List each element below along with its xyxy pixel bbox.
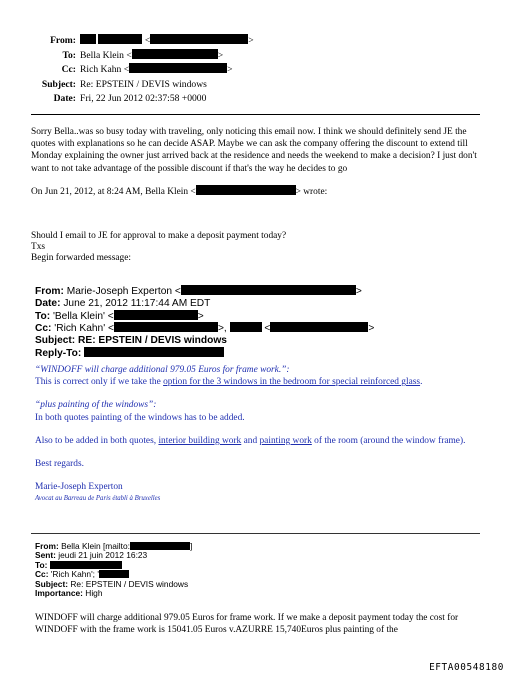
fwd1-date-label: Date: xyxy=(35,297,61,309)
fwd2-cc-value: 'Rich Kahn'; ' xyxy=(50,569,99,580)
forward-divider xyxy=(31,533,480,534)
experton-a1-post: . xyxy=(420,377,423,388)
fwd2-from-value: Bella Klein [mailto: xyxy=(61,541,130,551)
forward-header-1 xyxy=(35,285,374,360)
redaction-block xyxy=(98,34,142,44)
quote-intro-start: On Jun 21, 2012, at 8:24 AM, Bella Klein < xyxy=(31,187,196,197)
fwd1-subject-label: Subject: xyxy=(35,335,76,347)
experton-a3 xyxy=(35,435,475,447)
experton-q1-text: “WINDOFF will charge additional 979.05 Euros for frame work.”: xyxy=(35,365,290,375)
experton-q1 xyxy=(35,364,475,376)
redaction-block xyxy=(181,285,356,295)
fwd1-from-row: From: Marie-Joseph Experton < > xyxy=(35,286,362,297)
experton-a1 xyxy=(35,376,475,388)
fwd2-sent-label: Sent: xyxy=(35,550,56,561)
fwd1-replyto-label: Reply-To: xyxy=(35,347,82,359)
experton-message xyxy=(35,364,475,506)
fwd1-from-label: From: xyxy=(35,286,64,297)
forward-header-2 xyxy=(35,542,192,598)
fwd2-importance-label: Importance: xyxy=(35,588,83,599)
fwd1-subject-value: RE: EPSTEIN / DEVIS windows xyxy=(78,335,227,347)
date-value: Fri, 22 Jun 2012 02:37:58 +0000 xyxy=(80,93,207,105)
fwd1-to-value: 'Bella Klein' < xyxy=(52,310,114,322)
fwd1-to-row: To: 'Bella Klein' < > xyxy=(35,310,204,322)
experton-a3-link1: interior building work xyxy=(158,435,242,446)
redaction-block xyxy=(80,34,96,44)
fwd1-subject-row xyxy=(35,335,374,347)
fwd1-date-value: June 21, 2012 11:17:44 AM EDT xyxy=(63,297,211,309)
cc-label: Cc: xyxy=(61,64,76,76)
redaction-block xyxy=(230,322,262,332)
experton-a3-pre: Also to be added in both quotes, xyxy=(35,435,159,446)
header-cc-row xyxy=(0,63,254,78)
redaction-block xyxy=(196,185,296,195)
fwd2-sent-value: jeudi 21 juin 2012 16:23 xyxy=(58,550,148,561)
header-to-row xyxy=(0,49,254,64)
subject-value: Re: EPSTEIN / DEVIS windows xyxy=(80,78,207,90)
fwd2-sent-row xyxy=(35,551,192,560)
email-header xyxy=(0,34,254,107)
fwd1-cc-row: Cc: 'Rich Kahn' < >, < > xyxy=(35,323,375,335)
bella-line-3: Begin forwarded message: xyxy=(31,253,131,263)
fwd2-to-label: To: xyxy=(35,559,48,570)
fwd2-subject-value: Re: EPSTEIN / DEVIS windows xyxy=(70,578,189,589)
redaction-block xyxy=(114,322,218,332)
quote-intro-end: > wrote: xyxy=(295,187,328,197)
close-angle: > xyxy=(227,64,233,76)
subject-label: Subject: xyxy=(41,78,76,90)
experton-a3-mid: and xyxy=(241,435,260,446)
fwd1-cc-label: Cc: xyxy=(35,323,52,335)
bella-message xyxy=(31,231,286,264)
experton-q2 xyxy=(35,399,475,411)
redaction-block xyxy=(150,34,248,44)
to-value: Bella Klein < xyxy=(80,49,132,61)
fwd1-date-row xyxy=(35,298,374,310)
experton-a2: In both quotes painting of the windows has to be added. xyxy=(35,412,245,423)
from-label: From: xyxy=(50,35,76,46)
redaction-block xyxy=(50,561,122,569)
fwd1-cc-value: 'Rich Kahn' < xyxy=(54,323,114,335)
fwd1-from-value: Marie-Joseph Experton < xyxy=(66,286,181,297)
header-from-row: From: < > xyxy=(0,34,254,49)
fwd1-to-label: To: xyxy=(35,310,51,322)
header-subject-row xyxy=(0,78,254,93)
experton-a3-post: of the room (around the window frame). xyxy=(311,435,466,446)
close-angle: > xyxy=(217,49,224,61)
fwd2-subject-label: Subject: xyxy=(35,578,69,589)
experton-q2-text: “plus painting of the windows”: xyxy=(35,400,157,411)
fwd2-importance-value: High xyxy=(85,588,103,599)
experton-regards: Best regards. xyxy=(35,459,84,470)
bella-line-2: Txs xyxy=(31,242,46,252)
document-id: EFTA00548180 xyxy=(429,662,504,673)
reply-paragraph: Sorry Bella..was so busy today with traveling, only noticing this email now. I think we should definitely send JE the quotes with explanations so he can decide ASAP. Maybe we can ask the company offering the discount to extend till Monday explaining the owner just arrived back at the residence and needs the weekend to make a decision? I just don't want to not take advantage of the possible discount if that's the way he decides to go xyxy=(31,127,477,174)
fwd2-cc-label: Cc: xyxy=(35,569,49,580)
experton-a1-pre: This is correct only if we take the xyxy=(35,377,164,388)
signature-title: Avocat au Barreau de Paris établi à Bruxelles xyxy=(35,495,161,503)
fwd2-importance-row xyxy=(35,589,192,598)
redaction-block xyxy=(270,322,368,332)
redaction-block xyxy=(130,542,190,550)
redaction-block xyxy=(129,63,227,73)
fwd2-from-label: From: xyxy=(35,541,59,551)
cc-value: Rich Kahn < xyxy=(80,64,130,76)
experton-a3-link2: painting work xyxy=(259,435,312,446)
signature-name: Marie-Joseph Experton xyxy=(35,482,123,493)
redaction-block xyxy=(99,570,129,578)
date-label: Date: xyxy=(53,93,76,105)
close-angle: > xyxy=(248,35,254,46)
redaction-block xyxy=(84,347,224,357)
header-date-row xyxy=(0,92,254,107)
quote-intro xyxy=(31,185,327,198)
experton-a1-link: option for the 3 windows in the bedroom for special reinforced glass xyxy=(163,377,421,388)
header-divider xyxy=(31,114,480,115)
redaction-block xyxy=(132,49,218,59)
redaction-block xyxy=(114,310,198,320)
fwd1-replyto-row xyxy=(35,347,374,360)
closing-paragraph: WINDOFF will charge additional 979.05 Euros for frame work. If we make a deposit payment today the cost for WINDOFF with the frame work is 15041.05 Euros v.AZURRE 15,740Euros plus painting of the xyxy=(35,613,459,636)
to-label: To: xyxy=(62,49,76,61)
fwd2-from-row: From: Bella Klein [mailto: ] xyxy=(35,541,193,551)
bella-line-1: Should I email to JE for approval to make a deposit payment today? xyxy=(31,231,287,241)
